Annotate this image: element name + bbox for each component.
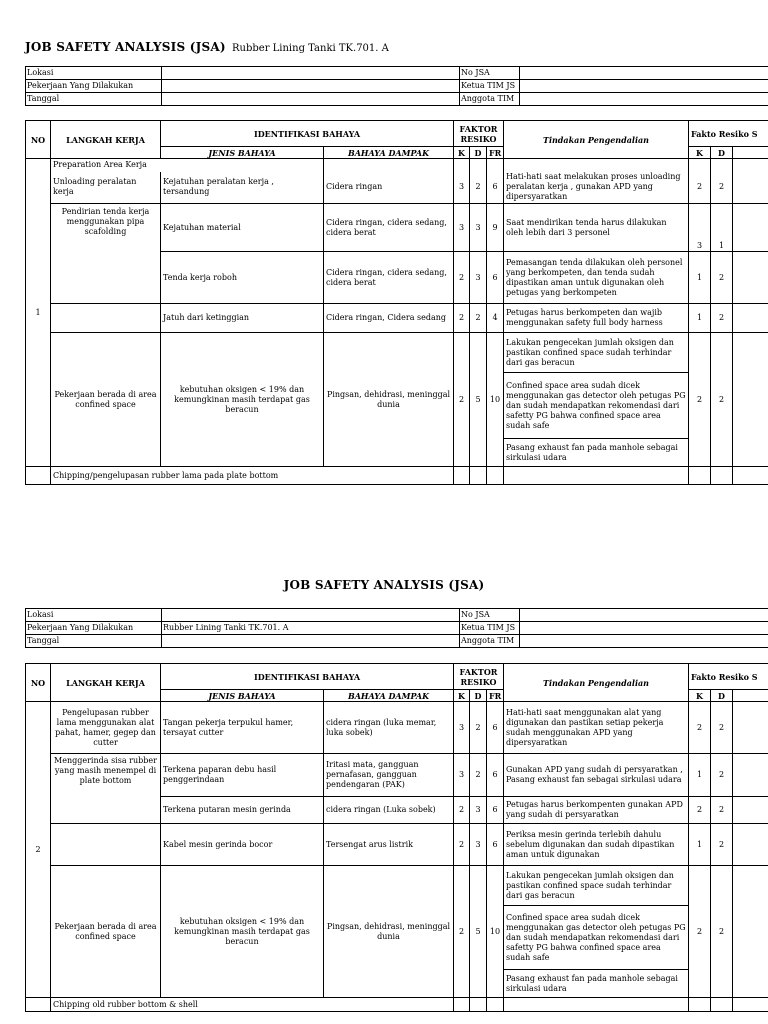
tanggal-label: Tanggal	[26, 93, 162, 106]
ketua-label: Ketua TIM JS	[460, 80, 520, 93]
fr-cell: 6	[487, 172, 504, 204]
blank-cell	[470, 159, 487, 172]
dampak-cell: Pingsan, dehidrasi, meninggal dunia	[324, 333, 454, 467]
k-cell: 3	[454, 754, 470, 797]
table-row	[26, 824, 768, 866]
dampak-cell: Iritasi mata, gangguan pernafasan, gangguan pendengaran (PAK)	[324, 754, 454, 797]
d-cell: 2	[470, 702, 487, 754]
anggota-value	[520, 93, 768, 106]
dampak-cell: Pingsan, dehidrasi, meninggal dunia	[324, 866, 454, 998]
pekerjaan-value: Rubber Lining Tanki TK.701. A	[162, 622, 460, 635]
col-fr: FR	[487, 690, 504, 702]
tindakan-cell: Hati-hati saat menggunakan alat yang digunakan dan pastikan setiap pekerja sudah menggunakan APD yang dipersyaratkan	[504, 702, 689, 754]
tanggal-value	[162, 635, 460, 648]
d-cell: 2	[470, 754, 487, 797]
fr-cell: 6	[487, 824, 504, 866]
k2-cell: 2	[689, 702, 711, 754]
col-faktor: FAKTOR RESIKO	[454, 664, 504, 690]
blank-cell	[689, 467, 711, 485]
info-row-pekerjaan	[26, 622, 768, 635]
blank-cell	[487, 159, 504, 172]
dampak-cell: cidera ringan (luka memar, luka sobek)	[324, 702, 454, 754]
d2-cell: 2	[711, 754, 733, 797]
blank-cell	[733, 333, 768, 467]
info-row-tanggal	[26, 635, 768, 648]
jenis-cell: kebutuhan oksigen < 19% dan kemungkinan masih terdapat gas beracun	[161, 333, 324, 467]
table-row	[26, 172, 768, 204]
col-identifikasi: IDENTIFIKASI BAHAYA	[161, 664, 454, 690]
col-d2: D	[711, 690, 733, 702]
blank-cell	[733, 754, 768, 797]
blank-cell	[454, 998, 470, 1012]
table-row	[26, 754, 768, 797]
step-number: 1	[26, 159, 51, 467]
k-cell: 2	[454, 824, 470, 866]
d-cell: 5	[470, 866, 487, 998]
jsa-table-2	[25, 663, 768, 1012]
col-tindakan: Tindakan Pengendalian	[504, 121, 689, 159]
k2-cell: 2	[689, 333, 711, 467]
fr-cell: 6	[487, 252, 504, 304]
jenis-cell: Jatuh dari ketinggian	[161, 304, 324, 333]
tindakan-cell: Petugas harus berkompeten dan wajib menggunakan safety full body harness	[504, 304, 689, 333]
jenis-cell: Kabel mesin gerinda bocor	[161, 824, 324, 866]
pekerjaan-label: Pekerjaan Yang Dilakukan	[26, 80, 162, 93]
jenis-cell: Kejatuhan peralatan kerja , tersandung	[161, 172, 324, 204]
blank-cell	[733, 159, 768, 172]
ketua-value	[520, 622, 768, 635]
blank-cell	[689, 159, 711, 172]
col-extra	[733, 690, 768, 702]
k2-cell: 1	[689, 754, 711, 797]
col-no: NO	[26, 121, 51, 159]
tindakan-cell: Saat mendirikan tenda harus dilakukan oleh lebih dari 3 personel	[504, 204, 689, 252]
footer-text: Chipping/pengelupasan rubber lama pada plate bottom	[51, 467, 454, 485]
tindakan-cell: Confined space area sudah dicek menggunakan gas detector oleh petugas PG dan sudah mendapatkan rekomendasi dari safetty PG bahwa confined space area sudah safe	[504, 373, 689, 439]
fr-cell: 4	[487, 304, 504, 333]
blank-cell	[733, 304, 768, 333]
tindakan-cell: Confined space area sudah dicek menggunakan gas detector oleh petugas PG dan sudah mendapatkan rekomendasi dari safetty PG bahwa confined space area sudah safe	[504, 906, 689, 970]
table-row	[26, 304, 768, 333]
fr-cell: 6	[487, 754, 504, 797]
k-cell: 2	[454, 797, 470, 824]
fr-cell: 10	[487, 333, 504, 467]
blank-cell	[454, 159, 470, 172]
d-cell: 5	[470, 333, 487, 467]
no-jsa-label: No JSA	[460, 67, 520, 80]
dampak-cell: cidera ringan (Luka sobek)	[324, 797, 454, 824]
tindakan-cell: Pasang exhaust fan pada manhole sebagai sirkulasi udara	[504, 439, 689, 467]
dampak-cell: Cidera ringan	[324, 172, 454, 204]
blank-cell	[324, 159, 454, 172]
d2-cell: 2	[711, 304, 733, 333]
table-row	[26, 702, 768, 754]
langkah-cell: Pekerjaan berada di area confined space	[51, 333, 161, 467]
tindakan-cell: Lakukan pengecekan jumlah oksigen dan pastikan confined space sudah terhindar dari gas beracun	[504, 333, 689, 373]
fr-cell: 9	[487, 204, 504, 252]
blank-cell	[711, 159, 733, 172]
blank-cell	[26, 467, 51, 485]
anggota-label: Anggota TIM	[460, 93, 520, 106]
blank-cell	[470, 467, 487, 485]
info-table-1	[25, 66, 768, 106]
col-faktor2: Fakto Resiko S	[689, 121, 768, 147]
jenis-cell: kebutuhan oksigen < 19% dan kemungkinan masih terdapat gas beracun	[161, 866, 324, 998]
blank-cell	[470, 998, 487, 1012]
d-cell: 3	[470, 797, 487, 824]
langkah-cell: Pendirian tenda kerja menggunakan pipa scafolding	[51, 204, 161, 304]
d-cell: 3	[470, 252, 487, 304]
blank-cell	[487, 467, 504, 485]
header-row-1	[26, 121, 768, 147]
jenis-cell: Terkena paparan debu hasil penggerindaan	[161, 754, 324, 797]
header-row-1	[26, 664, 768, 690]
no-jsa-value	[520, 67, 768, 80]
blank-cell	[689, 998, 711, 1012]
jenis-cell: Kejatuhan material	[161, 204, 324, 252]
col-k: K	[454, 690, 470, 702]
col-d: D	[470, 147, 487, 159]
k-cell: 3	[454, 204, 470, 252]
table-row-confined	[26, 333, 768, 373]
d-cell: 3	[470, 204, 487, 252]
d2-cell: 2	[711, 252, 733, 304]
tindakan-cell: Gunakan APD yang sudah di persyaratkan , Pasang exhaust fan sebagai sirkulasi udara	[504, 754, 689, 797]
d2-cell: 2	[711, 172, 733, 204]
langkah-cell: Pekerjaan berada di area confined space	[51, 866, 161, 998]
col-k: K	[454, 147, 470, 159]
ketua-label: Ketua TIM JS	[460, 622, 520, 635]
footer-row	[26, 998, 768, 1012]
blank-cell	[733, 702, 768, 754]
info-row-lokasi	[26, 67, 768, 80]
col-k2: K	[689, 147, 711, 159]
info-row-pekerjaan	[26, 80, 768, 93]
col-no: NO	[26, 664, 51, 702]
k-cell: 3	[454, 702, 470, 754]
jenis-cell: Terkena putaran mesin gerinda	[161, 797, 324, 824]
d-cell: 2	[470, 172, 487, 204]
d2-cell: 2	[711, 797, 733, 824]
langkah-cell	[51, 304, 161, 333]
tindakan-cell: Pasang exhaust fan pada manhole sebagai sirkulasi udara	[504, 970, 689, 998]
k2-cell: 2	[689, 797, 711, 824]
k-cell: 2	[454, 333, 470, 467]
lokasi-value	[162, 609, 460, 622]
col-langkah: LANGKAH KERJA	[51, 664, 161, 702]
d2-cell: 2	[711, 702, 733, 754]
intro-text: Preparation Area Kerja	[51, 159, 324, 172]
col-jenis: JENIS BAHAYA	[161, 147, 324, 159]
dampak-cell: Tersengat arus listrik	[324, 824, 454, 866]
col-faktor: FAKTOR RESIKO	[454, 121, 504, 147]
page-title-2: JOB SAFETY ANALYSIS (JSA)	[283, 578, 485, 592]
d-cell: 2	[470, 304, 487, 333]
k-cell: 2	[454, 252, 470, 304]
tindakan-cell: Periksa mesin gerinda terlebih dahulu sebelum digunakan dan sudah dipastikan aman untuk digunakan	[504, 824, 689, 866]
k2-cell: 1	[689, 304, 711, 333]
d-cell: 3	[470, 824, 487, 866]
page-title: JOB SAFETY ANALYSIS (JSA)	[25, 40, 226, 54]
page-subtitle: Rubber Lining Tanki TK.701. A	[232, 43, 389, 54]
step-number: 2	[26, 702, 51, 998]
blank-cell	[733, 172, 768, 204]
anggota-label: Anggota TIM	[460, 635, 520, 648]
col-faktor2: Fakto Resiko S	[689, 664, 768, 690]
d2-cell: 2	[711, 333, 733, 467]
blank-cell	[733, 824, 768, 866]
intro-row	[26, 159, 768, 172]
langkah-cell: Pengelupasan rubber lama menggunakan alat pahat, hamer, gegep dan cutter	[51, 702, 161, 754]
col-d2: D	[711, 147, 733, 159]
blank-cell	[487, 998, 504, 1012]
blank-cell	[733, 866, 768, 998]
blank-cell	[504, 159, 689, 172]
tanggal-value	[162, 93, 460, 106]
info-table-2	[25, 608, 768, 648]
col-langkah: LANGKAH KERJA	[51, 121, 161, 159]
d2-cell: 1	[711, 204, 733, 252]
blank-cell	[26, 998, 51, 1012]
col-dampak: BAHAYA DAMPAK	[324, 147, 454, 159]
k2-cell: 1	[689, 252, 711, 304]
blank-cell	[733, 467, 768, 485]
blank-cell	[733, 998, 768, 1012]
tindakan-cell: Lakukan pengecekan jumlah oksigen dan pastikan confined space sudah terhindar dari gas beracun	[504, 866, 689, 906]
k2-cell: 1	[689, 824, 711, 866]
d2-cell: 2	[711, 866, 733, 998]
table-row-confined	[26, 866, 768, 906]
col-extra	[733, 147, 768, 159]
blank-cell	[711, 467, 733, 485]
col-identifikasi: IDENTIFIKASI BAHAYA	[161, 121, 454, 147]
tanggal-label: Tanggal	[26, 635, 162, 648]
blank-cell	[504, 998, 689, 1012]
k2-cell: 2	[689, 866, 711, 998]
jsa-table-1	[25, 120, 768, 485]
blank-cell	[454, 467, 470, 485]
lokasi-label: Lokasi	[26, 67, 162, 80]
col-k2: K	[689, 690, 711, 702]
col-jenis: JENIS BAHAYA	[161, 690, 324, 702]
fr-cell: 6	[487, 702, 504, 754]
blank-cell	[733, 204, 768, 252]
info-row-tanggal	[26, 93, 768, 106]
k-cell: 3	[454, 172, 470, 204]
lokasi-value	[162, 67, 460, 80]
no-jsa-label: No JSA	[460, 609, 520, 622]
col-fr: FR	[487, 147, 504, 159]
footer-row	[26, 467, 768, 485]
langkah-cell: Unloading peralatan kerja	[51, 172, 161, 204]
k2-cell: 3	[689, 204, 711, 252]
k-cell: 2	[454, 304, 470, 333]
pekerjaan-label: Pekerjaan Yang Dilakukan	[26, 622, 162, 635]
lokasi-label: Lokasi	[26, 609, 162, 622]
col-tindakan: Tindakan Pengendalian	[504, 664, 689, 702]
fr-cell: 10	[487, 866, 504, 998]
anggota-value	[520, 635, 768, 648]
dampak-cell: Cidera ringan, Cidera sedang	[324, 304, 454, 333]
dampak-cell: Cidera ringan, cidera sedang, cidera berat	[324, 204, 454, 252]
d2-cell: 2	[711, 824, 733, 866]
blank-cell	[504, 467, 689, 485]
jenis-cell: Tenda kerja roboh	[161, 252, 324, 304]
col-d: D	[470, 690, 487, 702]
blank-cell	[711, 998, 733, 1012]
jenis-cell: Tangan pekerja terpukul hamer, tersayat cutter	[161, 702, 324, 754]
no-jsa-value	[520, 609, 768, 622]
blank-cell	[733, 252, 768, 304]
col-dampak: BAHAYA DAMPAK	[324, 690, 454, 702]
langkah-cell	[51, 824, 161, 866]
info-row-lokasi	[26, 609, 768, 622]
tindakan-cell: Pemasangan tenda dilakukan oleh personel yang berkompeten, dan tenda sudah dipastikan aman untuk digunakan oleh petugas yang berkompeten	[504, 252, 689, 304]
footer-text: Chipping old rubber bottom & shell	[51, 998, 454, 1012]
langkah-cell: Menggerinda sisa rubber yang masih menempel di plate bottom	[51, 754, 161, 824]
tindakan-cell: Hati-hati saat melakukan proses unloading peralatan kerja , gunakan APD yang dipersyaratkan	[504, 172, 689, 204]
ketua-value	[520, 80, 768, 93]
dampak-cell: Cidera ringan, cidera sedang, cidera berat	[324, 252, 454, 304]
blank-cell	[733, 797, 768, 824]
k-cell: 2	[454, 866, 470, 998]
fr-cell: 6	[487, 797, 504, 824]
table-row	[26, 204, 768, 252]
k2-cell: 2	[689, 172, 711, 204]
tindakan-cell: Petugas harus berkompenten gunakan APD yang sudah di persyaratkan	[504, 797, 689, 824]
pekerjaan-value	[162, 80, 460, 93]
